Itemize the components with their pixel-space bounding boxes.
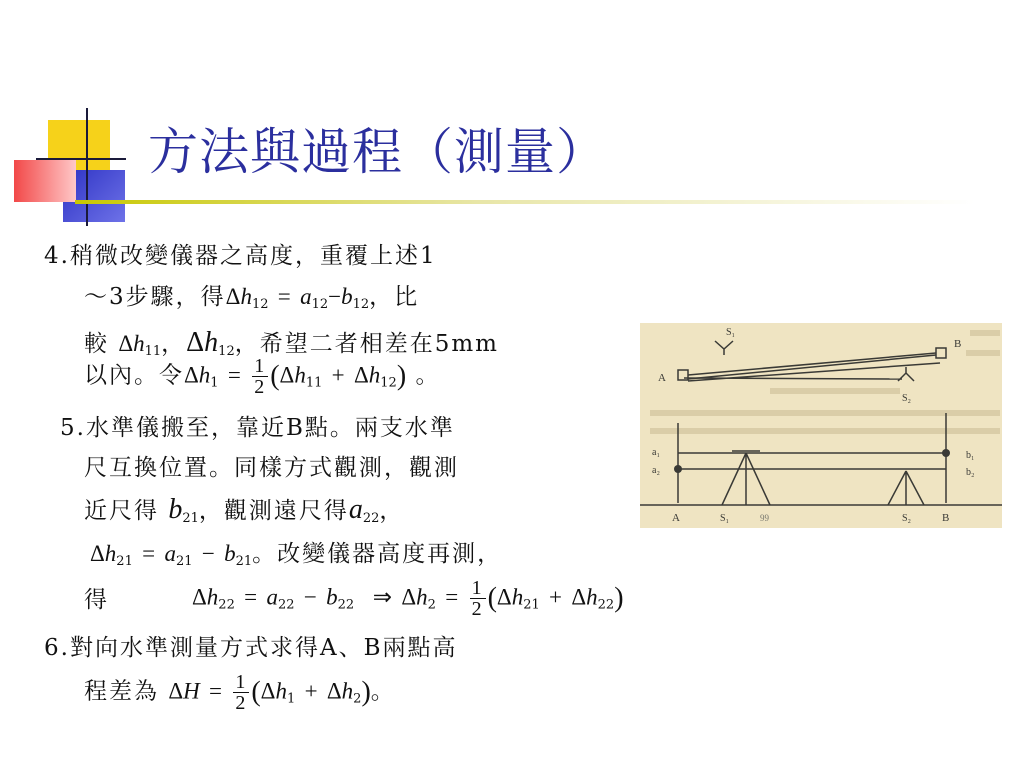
label-S2-bottom: S₂ — [902, 513, 912, 524]
step4-line1 — [44, 240, 437, 272]
step6-number: 6. — [44, 635, 70, 661]
label-B-bottom: B — [942, 512, 950, 524]
step4-number: 4. — [44, 243, 70, 269]
step6-line1 — [44, 632, 457, 664]
step5-line1 — [60, 412, 455, 444]
step4-text2: ～3步驟，得 — [84, 284, 226, 310]
step4-text1: 稍微改變儀器之高度，重覆上述1 — [69, 243, 437, 269]
title-underline — [75, 200, 975, 204]
label-a2: a₂ — [652, 465, 660, 476]
fraction-half: $\frac{1}{2}$ — [254, 355, 267, 398]
label-b2: b₂ — [966, 467, 975, 478]
step6-text1: 對向水準測量方式求得A、B兩點高 — [69, 635, 458, 661]
fraction-half-3: $\frac{1}{2}$ — [235, 671, 248, 714]
label-S1: S₁ — [726, 327, 736, 338]
step5-number: 5. — [60, 415, 86, 441]
step5-equation: $\Delta h_{22} = a_{22} - b_{22}$ ⇒ $\Delta h_2$ = $\frac{1}{2}$ $(\Delta h_{21} + \Delta h_{22})$ — [192, 577, 624, 620]
step5-line5 — [84, 584, 109, 616]
step5-text2: 尺互換位置。同樣方式觀測，觀測 — [84, 455, 459, 481]
label-A-bottom: A — [672, 512, 680, 524]
label-A-top: A — [658, 372, 666, 384]
step5-line2 — [84, 452, 459, 484]
step5-line3: 近尺得 $b_{21}$，觀測遠尺得$a_{22}$， — [84, 494, 405, 526]
step4-text3b: ，希望二者相差在5mm — [234, 331, 499, 357]
step5-text3: 近尺得 — [84, 498, 159, 524]
step5-text1: 水準儀搬至，靠近B點。兩支水準 — [85, 415, 455, 441]
step4-text4: 以內。令 — [84, 362, 184, 389]
step4-line3: 較 $\Delta h_{11}$，$\Delta h_{12}$，希望二者相差在5mm — [84, 327, 499, 359]
step4-line4: 以內。令$\Delta h_1$ = $\frac{1}{2}$ $(\Delta h_{11} + \Delta h_{12})$ 。 — [84, 355, 441, 398]
surveying-figure — [640, 323, 1002, 528]
step5-text4: 。改變儀器高度再測， — [252, 541, 503, 567]
label-S1-bottom: S₁ — [720, 513, 730, 524]
label-b1: b₁ — [966, 450, 975, 461]
step6-text2: 程差為 — [84, 678, 159, 705]
step4-text2b: ，比 — [369, 284, 420, 310]
step4-text4b: 。 — [415, 362, 441, 389]
deco-horizontal-line — [36, 158, 126, 160]
step6-line2: 程差為 ΔH = $\frac{1}{2}$ $(\Delta h_1 + \Delta h_2)$。 — [84, 671, 396, 714]
label-a1: a₁ — [652, 447, 660, 458]
label-B-top: B — [954, 338, 962, 350]
step5-text3b: ，觀測遠尺得 — [198, 498, 349, 524]
deco-vertical-line — [86, 108, 88, 226]
step4-text3: 較 — [84, 331, 109, 357]
label-page: 99 — [760, 513, 769, 523]
step5-line4: $\Delta h_{21} = a_{21} - b_{21}$。改變儀器高度再測， — [90, 541, 503, 569]
label-S2: S₂ — [902, 393, 912, 404]
figure-paper — [640, 323, 1002, 528]
step4-line2: ～3步驟，得$\Delta h_{12} = a_{12}-b_{12}$，比 — [84, 284, 420, 312]
slide-title: 方法與過程（測量） — [148, 123, 607, 181]
step5-text5: 得 — [84, 587, 109, 613]
fraction-half-2: $\frac{1}{2}$ — [471, 577, 484, 620]
deco-red-block — [14, 160, 76, 202]
